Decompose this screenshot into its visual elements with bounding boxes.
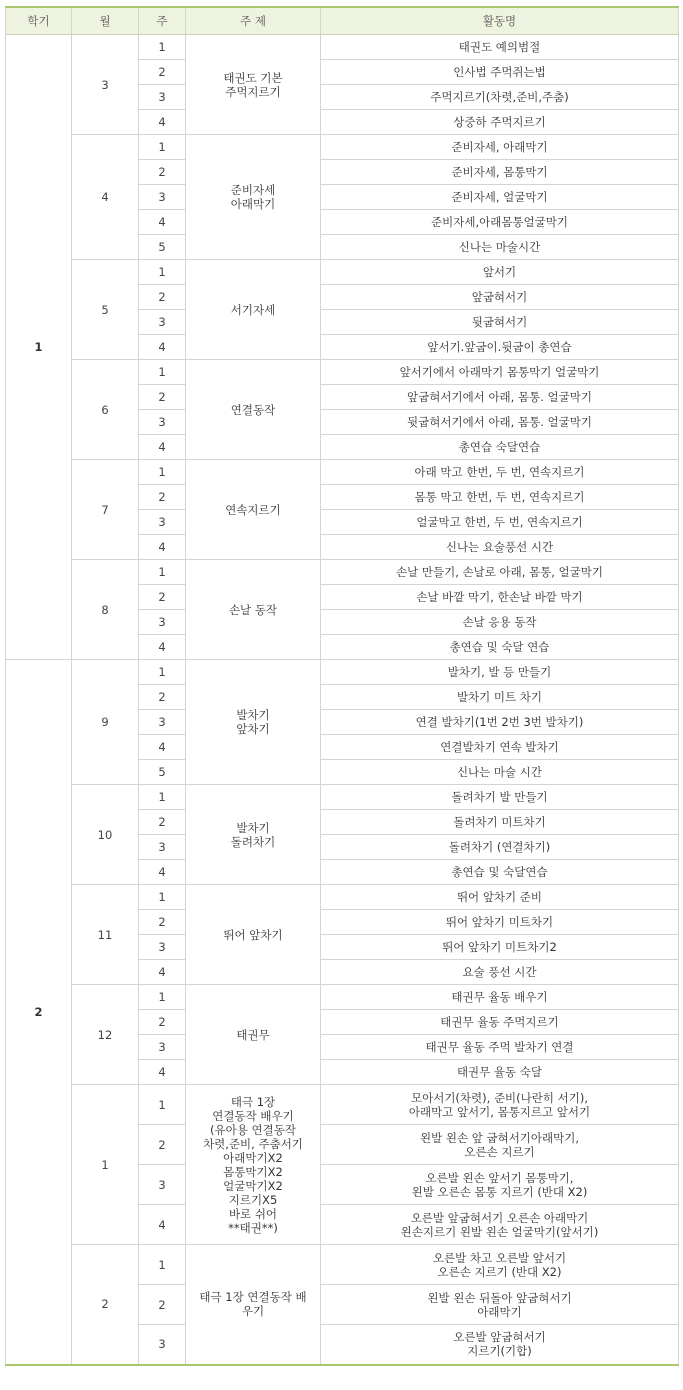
week-cell: 4 — [139, 960, 186, 985]
week-cell: 2 — [139, 810, 186, 835]
activity-cell: 뛰어 앞차기 미트차기2 — [321, 935, 679, 960]
semester-cell: 2 — [6, 660, 72, 1365]
week-cell: 4 — [139, 210, 186, 235]
week-cell: 1 — [139, 460, 186, 485]
week-cell: 3 — [139, 310, 186, 335]
topic-cell: 뛰어 앞차기 — [186, 885, 321, 985]
month-cell: 2 — [72, 1245, 139, 1365]
week-cell: 1 — [139, 35, 186, 60]
activity-cell: 신나는 요술풍선 시간 — [321, 535, 679, 560]
week-cell: 3 — [139, 935, 186, 960]
month-cell: 7 — [72, 460, 139, 560]
table-row — [6, 985, 679, 1010]
activity-cell: 오른발 앞굽혀서기 오른손 아래막기 왼손지르기 왼발 왼손 얼굴막기(앞서기) — [321, 1205, 679, 1245]
table-row — [6, 560, 679, 585]
activity-cell: 총연습 및 숙달연습 — [321, 860, 679, 885]
topic-cell: 서기자세 — [186, 260, 321, 360]
activity-cell: 앞서기에서 아래막기 몸통막기 얼굴막기 — [321, 360, 679, 385]
week-cell: 4 — [139, 1205, 186, 1245]
activity-cell: 손날 응용 동작 — [321, 610, 679, 635]
header-activity: 활동명 — [321, 7, 679, 35]
activity-cell: 태권무 율동 주먹지르기 — [321, 1010, 679, 1035]
week-cell: 1 — [139, 260, 186, 285]
activity-cell: 요술 풍선 시간 — [321, 960, 679, 985]
month-cell: 11 — [72, 885, 139, 985]
activity-cell: 연결 발차기(1번 2번 3번 발차기) — [321, 710, 679, 735]
activity-cell: 준비자세,아래몸통얼굴막기 — [321, 210, 679, 235]
table-row — [6, 260, 679, 285]
week-cell: 3 — [139, 610, 186, 635]
week-cell: 4 — [139, 635, 186, 660]
activity-cell: 발차기, 발 등 만들기 — [321, 660, 679, 685]
week-cell: 4 — [139, 535, 186, 560]
week-cell: 3 — [139, 1165, 186, 1205]
table-row — [6, 360, 679, 385]
table-row — [6, 885, 679, 910]
activity-cell: 몸통 막고 한번, 두 번, 연속지르기 — [321, 485, 679, 510]
week-cell: 1 — [139, 985, 186, 1010]
semester-cell: 1 — [6, 35, 72, 660]
topic-cell: 태권무 — [186, 985, 321, 1085]
activity-cell: 주먹지르기(차렷,준비,주춤) — [321, 85, 679, 110]
table-row — [6, 1085, 679, 1125]
activity-cell: 뒷굽혀서기 — [321, 310, 679, 335]
week-cell: 2 — [139, 485, 186, 510]
month-cell: 9 — [72, 660, 139, 785]
activity-cell: 앞서기.앞굽이.뒷굽이 총연습 — [321, 335, 679, 360]
activity-cell: 오른발 앞굽혀서기 지르기(기합) — [321, 1325, 679, 1365]
week-cell: 3 — [139, 185, 186, 210]
week-cell: 3 — [139, 410, 186, 435]
topic-cell: 태권도 기본 주먹지르기 — [186, 35, 321, 135]
activity-cell: 상중하 주먹지르기 — [321, 110, 679, 135]
week-cell: 2 — [139, 910, 186, 935]
header-semester: 학기 — [6, 7, 72, 35]
topic-cell: 태극 1장 연결동작 배우기 (유아용 연결동작 차렷,준비, 주춤서기 아래막기X2 몸통막기X2 얼굴막기X2 지르기X5 바로 쉬어 **태권**) — [186, 1085, 321, 1245]
activity-cell: 뛰어 앞차기 미트차기 — [321, 910, 679, 935]
week-cell: 2 — [139, 385, 186, 410]
week-cell: 4 — [139, 435, 186, 460]
activity-cell: 돌려차기 미트차기 — [321, 810, 679, 835]
topic-cell: 태극 1장 연결동작 배 우기 — [186, 1245, 321, 1365]
month-cell: 5 — [72, 260, 139, 360]
activity-cell: 태권무 율동 배우기 — [321, 985, 679, 1010]
week-cell: 4 — [139, 110, 186, 135]
week-cell: 2 — [139, 1010, 186, 1035]
topic-cell: 준비자세 아래막기 — [186, 135, 321, 260]
activity-cell: 태권무 율동 주먹 발차기 연결 — [321, 1035, 679, 1060]
activity-cell: 태권도 예의범절 — [321, 35, 679, 60]
week-cell: 1 — [139, 785, 186, 810]
activity-cell: 뛰어 앞차기 준비 — [321, 885, 679, 910]
week-cell: 3 — [139, 510, 186, 535]
activity-cell: 손날 만들기, 손날로 아래, 몸통, 얼굴막기 — [321, 560, 679, 585]
week-cell: 1 — [139, 885, 186, 910]
activity-cell: 인사법 주먹쥐는법 — [321, 60, 679, 85]
week-cell: 4 — [139, 1060, 186, 1085]
activity-cell: 돌려차기 (연결차기) — [321, 835, 679, 860]
activity-cell: 준비자세, 얼굴막기 — [321, 185, 679, 210]
week-cell: 1 — [139, 660, 186, 685]
week-cell: 4 — [139, 735, 186, 760]
activity-cell: 오른발 왼손 앞서기 몸통막기, 왼발 오른손 몸통 지르기 (반대 X2) — [321, 1165, 679, 1205]
table-row — [6, 660, 679, 685]
activity-cell: 앞굽혀서기 — [321, 285, 679, 310]
activity-cell: 얼굴막고 한번, 두 번, 연속지르기 — [321, 510, 679, 535]
month-cell: 4 — [72, 135, 139, 260]
week-cell: 1 — [139, 135, 186, 160]
curriculum-table — [5, 6, 679, 1366]
activity-cell: 준비자세, 아래막기 — [321, 135, 679, 160]
topic-cell: 연결동작 — [186, 360, 321, 460]
activity-cell: 아래 막고 한번, 두 번, 연속지르기 — [321, 460, 679, 485]
activity-cell: 앞굽혀서기에서 아래, 몸통. 얼굴막기 — [321, 385, 679, 410]
week-cell: 3 — [139, 1325, 186, 1365]
activity-cell: 왼발 왼손 뒤돌아 앞굽혀서기 아래막기 — [321, 1285, 679, 1325]
week-cell: 1 — [139, 560, 186, 585]
table-body — [6, 35, 679, 1365]
activity-cell: 연결발차기 연속 발차기 — [321, 735, 679, 760]
activity-cell: 신나는 마술 시간 — [321, 760, 679, 785]
activity-cell: 돌려차기 발 만들기 — [321, 785, 679, 810]
activity-cell: 총연습 숙달연습 — [321, 435, 679, 460]
week-cell: 3 — [139, 710, 186, 735]
topic-cell: 발차기 돌려차기 — [186, 785, 321, 885]
table-row — [6, 35, 679, 60]
week-cell: 5 — [139, 760, 186, 785]
week-cell: 1 — [139, 1245, 186, 1285]
activity-cell: 손날 바깥 막기, 한손날 바깥 막기 — [321, 585, 679, 610]
week-cell: 3 — [139, 835, 186, 860]
header-topic: 주 제 — [186, 7, 321, 35]
week-cell: 2 — [139, 1285, 186, 1325]
activity-cell: 태권무 율동 숙달 — [321, 1060, 679, 1085]
activity-cell: 발차기 미트 차기 — [321, 685, 679, 710]
week-cell: 2 — [139, 1125, 186, 1165]
week-cell: 2 — [139, 685, 186, 710]
month-cell: 6 — [72, 360, 139, 460]
activity-cell: 총연습 및 숙달 연습 — [321, 635, 679, 660]
activity-cell: 왼발 왼손 앞 굽혀서기아래막기, 오른손 지르기 — [321, 1125, 679, 1165]
activity-cell: 준비자세, 몸통막기 — [321, 160, 679, 185]
week-cell: 2 — [139, 60, 186, 85]
week-cell: 2 — [139, 285, 186, 310]
month-cell: 3 — [72, 35, 139, 135]
month-cell: 1 — [72, 1085, 139, 1245]
month-cell: 8 — [72, 560, 139, 660]
week-cell: 2 — [139, 160, 186, 185]
week-cell: 2 — [139, 585, 186, 610]
topic-cell: 발차기 앞차기 — [186, 660, 321, 785]
activity-cell: 신나는 마술시간 — [321, 235, 679, 260]
topic-cell: 손날 동작 — [186, 560, 321, 660]
week-cell: 3 — [139, 85, 186, 110]
topic-cell: 연속지르기 — [186, 460, 321, 560]
table-row — [6, 785, 679, 810]
table-row — [6, 1245, 679, 1285]
week-cell: 5 — [139, 235, 186, 260]
week-cell: 4 — [139, 335, 186, 360]
header-month: 월 — [72, 7, 139, 35]
header-week: 주 — [139, 7, 186, 35]
week-cell: 1 — [139, 1085, 186, 1125]
activity-cell: 앞서기 — [321, 260, 679, 285]
table-row — [6, 135, 679, 160]
header-row — [6, 7, 679, 35]
activity-cell: 뒷굽혀서기에서 아래, 몸통. 얼굴막기 — [321, 410, 679, 435]
table-row — [6, 460, 679, 485]
week-cell: 1 — [139, 360, 186, 385]
activity-cell: 오른발 차고 오른발 앞서기 오른손 지르기 (반대 X2) — [321, 1245, 679, 1285]
week-cell: 3 — [139, 1035, 186, 1060]
activity-cell: 모아서기(차렷), 준비(나란히 서기), 아래막고 앞서기, 몸통지르고 앞서기 — [321, 1085, 679, 1125]
month-cell: 10 — [72, 785, 139, 885]
week-cell: 4 — [139, 860, 186, 885]
month-cell: 12 — [72, 985, 139, 1085]
